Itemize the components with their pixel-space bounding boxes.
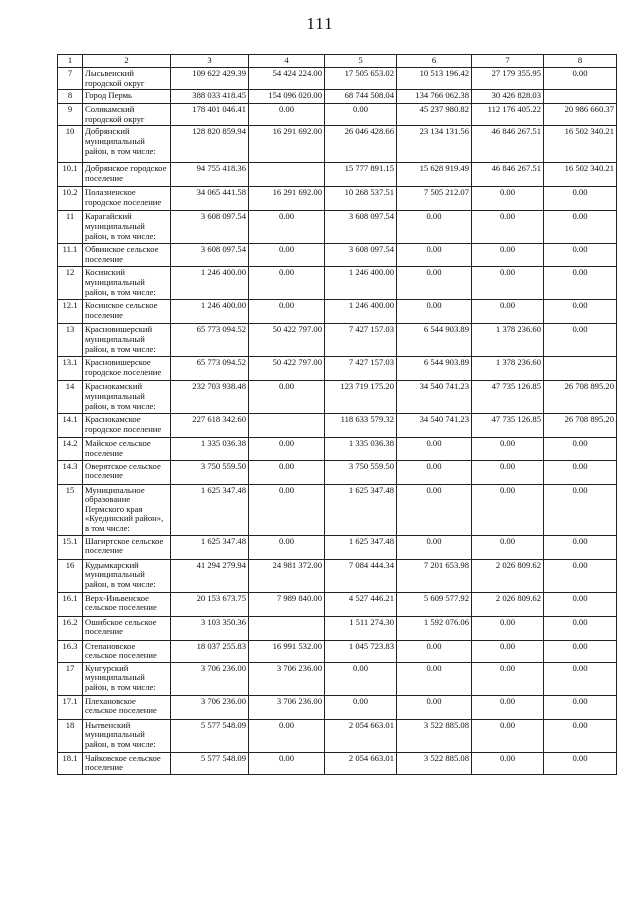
municipality-name: Красновишерский муниципальный район, в том числе: xyxy=(83,324,171,357)
table-row xyxy=(58,90,617,104)
col-8-value: 0.00 xyxy=(544,211,617,244)
col-6-value: 3 522 885.08 xyxy=(397,719,472,752)
header-row xyxy=(58,55,617,68)
row-number: 14.3 xyxy=(58,460,83,484)
row-number: 13.1 xyxy=(58,357,83,381)
col-8-value: 20 986 660.37 xyxy=(544,104,617,126)
col-3-value: 5 577 548.09 xyxy=(171,719,249,752)
col-4-value: 0.00 xyxy=(249,438,325,460)
col-7-value: 0.00 xyxy=(472,695,544,719)
col-8-value: 0.00 xyxy=(544,267,617,300)
col-4-value: 0.00 xyxy=(249,104,325,126)
col-5-value: 3 608 097.54 xyxy=(325,211,397,244)
row-number: 10 xyxy=(58,126,83,163)
municipality-name: Ошибское сельское поселение xyxy=(83,616,171,640)
col-3-value: 3 608 097.54 xyxy=(171,244,249,267)
col-4-value: 50 422 797.00 xyxy=(249,324,325,357)
col-3-value: 3 706 236.00 xyxy=(171,695,249,719)
municipality-name: Шагиртское сельское поселение xyxy=(83,535,171,559)
municipality-name: Косинское сельское поселение xyxy=(83,300,171,324)
municipality-name: Чайковское сельское поселение xyxy=(83,752,171,774)
municipality-name: Краснокамское городское поселение xyxy=(83,414,171,438)
col-7-value: 0.00 xyxy=(472,244,544,267)
col-3-value: 20 153 673.75 xyxy=(171,592,249,616)
row-number: 14.1 xyxy=(58,414,83,438)
row-number: 12.1 xyxy=(58,300,83,324)
col-4-value: 0.00 xyxy=(249,300,325,324)
col-5-value: 10 268 537.51 xyxy=(325,187,397,211)
col-3-value: 109 622 429.39 xyxy=(171,68,249,90)
col-6-value: 0.00 xyxy=(397,640,472,662)
col-8-value: 0.00 xyxy=(544,559,617,592)
municipality-name: Кудымкарский муниципальный район, в том числе: xyxy=(83,559,171,592)
col-3-value: 1 625 347.48 xyxy=(171,484,249,535)
col-6-value: 0.00 xyxy=(397,695,472,719)
col-5-value: 7 427 157.03 xyxy=(325,357,397,381)
col-3-value: 3 750 559.50 xyxy=(171,460,249,484)
row-number: 18 xyxy=(58,719,83,752)
col-6-value: 6 544 903.89 xyxy=(397,324,472,357)
col-8-value: 26 708 895.20 xyxy=(544,381,617,414)
table-row xyxy=(58,126,617,163)
table-row xyxy=(58,357,617,381)
col-7-value: 2 026 809.62 xyxy=(472,559,544,592)
col-3-value: 128 820 859.94 xyxy=(171,126,249,163)
col-3-value: 232 703 938.48 xyxy=(171,381,249,414)
col-4-value: 54 424 224.00 xyxy=(249,68,325,90)
col-4-value: 0.00 xyxy=(249,244,325,267)
col-7-value: 0.00 xyxy=(472,211,544,244)
col-7-value: 30 426 828.03 xyxy=(472,90,544,104)
col-5-value: 26 046 428.66 xyxy=(325,126,397,163)
col-8-value xyxy=(544,90,617,104)
row-number: 16.3 xyxy=(58,640,83,662)
table-row xyxy=(58,695,617,719)
col-5-value: 118 633 579.32 xyxy=(325,414,397,438)
col-3-value: 5 577 548.09 xyxy=(171,752,249,774)
municipality-name: Обвинское сельское поселение xyxy=(83,244,171,267)
col-4-value xyxy=(249,163,325,187)
col-5-value: 2 054 663.01 xyxy=(325,719,397,752)
col-7-value: 1 378 236.60 xyxy=(472,357,544,381)
col-4-value: 7 989 840.00 xyxy=(249,592,325,616)
col-5-value: 1 625 347.48 xyxy=(325,535,397,559)
header-col-7: 7 xyxy=(472,55,544,68)
row-number: 7 xyxy=(58,68,83,90)
col-7-value: 46 846 267.51 xyxy=(472,126,544,163)
col-6-value: 34 540 741.23 xyxy=(397,381,472,414)
municipality-name: Полазненское городское поселение xyxy=(83,187,171,211)
header-col-6: 6 xyxy=(397,55,472,68)
col-8-value: 16 502 340.21 xyxy=(544,126,617,163)
col-3-value: 18 037 255.83 xyxy=(171,640,249,662)
table-row xyxy=(58,267,617,300)
col-7-value: 0.00 xyxy=(472,300,544,324)
col-8-value: 0.00 xyxy=(544,719,617,752)
col-6-value: 6 544 903.89 xyxy=(397,357,472,381)
municipality-name: Майское сельское поселение xyxy=(83,438,171,460)
col-6-value: 7 201 653.98 xyxy=(397,559,472,592)
row-number: 12 xyxy=(58,267,83,300)
col-3-value: 65 773 094.52 xyxy=(171,324,249,357)
col-4-value: 0.00 xyxy=(249,267,325,300)
table-row xyxy=(58,163,617,187)
col-3-value: 94 755 418.36 xyxy=(171,163,249,187)
col-4-value: 0.00 xyxy=(249,211,325,244)
row-number: 11.1 xyxy=(58,244,83,267)
col-3-value: 3 608 097.54 xyxy=(171,211,249,244)
table-row xyxy=(58,300,617,324)
table-row xyxy=(58,324,617,357)
municipality-name: Степановское сельское поселение xyxy=(83,640,171,662)
col-5-value: 1 625 347.48 xyxy=(325,484,397,535)
col-6-value: 0.00 xyxy=(397,484,472,535)
col-5-value: 4 527 446.21 xyxy=(325,592,397,616)
col-8-value: 0.00 xyxy=(544,616,617,640)
col-7-value: 0.00 xyxy=(472,616,544,640)
table-row xyxy=(58,68,617,90)
col-8-value: 0.00 xyxy=(544,244,617,267)
col-6-value: 0.00 xyxy=(397,460,472,484)
col-4-value: 16 291 692.00 xyxy=(249,187,325,211)
col-8-value: 0.00 xyxy=(544,695,617,719)
col-3-value: 1 246 400.00 xyxy=(171,300,249,324)
col-4-value: 3 706 236.00 xyxy=(249,695,325,719)
col-4-value: 0.00 xyxy=(249,381,325,414)
table-row xyxy=(58,484,617,535)
col-6-value: 15 628 919.49 xyxy=(397,163,472,187)
col-8-value: 0.00 xyxy=(544,535,617,559)
row-number: 18.1 xyxy=(58,752,83,774)
municipality-name: Косинский муниципальный район, в том числе: xyxy=(83,267,171,300)
row-number: 17.1 xyxy=(58,695,83,719)
col-5-value: 1 246 400.00 xyxy=(325,267,397,300)
col-6-value: 0.00 xyxy=(397,244,472,267)
col-6-value: 1 592 076.06 xyxy=(397,616,472,640)
table-row xyxy=(58,592,617,616)
col-6-value: 3 522 885.08 xyxy=(397,752,472,774)
municipality-name: Город Пермь xyxy=(83,90,171,104)
table-row xyxy=(58,438,617,460)
col-7-value: 0.00 xyxy=(472,438,544,460)
col-3-value: 34 065 441.58 xyxy=(171,187,249,211)
row-number: 10.2 xyxy=(58,187,83,211)
table-row xyxy=(58,752,617,774)
col-3-value: 178 401 046.41 xyxy=(171,104,249,126)
col-8-value: 26 708 895.20 xyxy=(544,414,617,438)
col-6-value: 134 766 062.38 xyxy=(397,90,472,104)
col-4-value xyxy=(249,616,325,640)
col-3-value: 3 103 350.36 xyxy=(171,616,249,640)
col-7-value: 0.00 xyxy=(472,752,544,774)
table-row xyxy=(58,662,617,695)
municipality-name: Плехановское сельское поселение xyxy=(83,695,171,719)
col-8-value xyxy=(544,357,617,381)
col-7-value: 0.00 xyxy=(472,460,544,484)
col-6-value: 5 609 577.92 xyxy=(397,592,472,616)
col-4-value: 16 291 692.00 xyxy=(249,126,325,163)
col-4-value: 154 096 020.00 xyxy=(249,90,325,104)
col-3-value: 1 246 400.00 xyxy=(171,267,249,300)
row-number: 9 xyxy=(58,104,83,126)
col-5-value: 123 719 175.20 xyxy=(325,381,397,414)
col-3-value: 388 033 418.45 xyxy=(171,90,249,104)
col-8-value: 0.00 xyxy=(544,460,617,484)
table-body xyxy=(58,68,617,775)
col-5-value: 1 246 400.00 xyxy=(325,300,397,324)
municipality-name: Добрянский муниципальный район, в том числе: xyxy=(83,126,171,163)
col-7-value: 0.00 xyxy=(472,662,544,695)
col-8-value: 16 502 340.21 xyxy=(544,163,617,187)
page-number: 111 xyxy=(306,14,334,33)
municipality-name: Оверятское сельское поселение xyxy=(83,460,171,484)
col-5-value: 1 511 274.30 xyxy=(325,616,397,640)
row-number: 16.1 xyxy=(58,592,83,616)
row-number: 13 xyxy=(58,324,83,357)
municipality-name: Нытвенский муниципальный район, в том числе: xyxy=(83,719,171,752)
table-row xyxy=(58,244,617,267)
col-4-value: 0.00 xyxy=(249,752,325,774)
col-6-value: 45 237 980.82 xyxy=(397,104,472,126)
municipality-name: Верх-Иньвенское сельское поселение xyxy=(83,592,171,616)
col-5-value: 7 427 157.03 xyxy=(325,324,397,357)
col-4-value: 3 706 236.00 xyxy=(249,662,325,695)
col-8-value: 0.00 xyxy=(544,484,617,535)
row-number: 15.1 xyxy=(58,535,83,559)
municipality-name: Соликамский городской округ xyxy=(83,104,171,126)
col-3-value: 65 773 094.52 xyxy=(171,357,249,381)
col-7-value: 0.00 xyxy=(472,267,544,300)
col-3-value: 41 294 279.94 xyxy=(171,559,249,592)
budget-table xyxy=(57,54,617,775)
col-3-value: 3 706 236.00 xyxy=(171,662,249,695)
col-4-value: 50 422 797.00 xyxy=(249,357,325,381)
col-6-value: 0.00 xyxy=(397,662,472,695)
col-5-value: 3 750 559.50 xyxy=(325,460,397,484)
col-3-value: 1 625 347.48 xyxy=(171,535,249,559)
col-6-value: 7 505 212.07 xyxy=(397,187,472,211)
row-number: 16.2 xyxy=(58,616,83,640)
col-7-value: 47 735 126.85 xyxy=(472,381,544,414)
col-6-value: 10 513 196.42 xyxy=(397,68,472,90)
col-5-value: 3 608 097.54 xyxy=(325,244,397,267)
col-4-value: 16 991 532.00 xyxy=(249,640,325,662)
col-6-value: 0.00 xyxy=(397,300,472,324)
col-7-value: 0.00 xyxy=(472,719,544,752)
col-8-value: 0.00 xyxy=(544,662,617,695)
col-6-value: 0.00 xyxy=(397,438,472,460)
col-7-value: 1 378 236.60 xyxy=(472,324,544,357)
col-7-value: 2 026 809.62 xyxy=(472,592,544,616)
municipality-name: Кунгурский муниципальный район, в том числе: xyxy=(83,662,171,695)
municipality-name: Лысьвенский городской округ xyxy=(83,68,171,90)
col-5-value: 1 335 036.38 xyxy=(325,438,397,460)
col-8-value: 0.00 xyxy=(544,438,617,460)
table-row xyxy=(58,719,617,752)
col-5-value: 2 054 663.01 xyxy=(325,752,397,774)
row-number: 15 xyxy=(58,484,83,535)
table-row xyxy=(58,414,617,438)
col-8-value: 0.00 xyxy=(544,640,617,662)
col-7-value: 47 735 126.85 xyxy=(472,414,544,438)
row-number: 16 xyxy=(58,559,83,592)
table-row xyxy=(58,616,617,640)
table-row xyxy=(58,640,617,662)
col-8-value: 0.00 xyxy=(544,300,617,324)
col-5-value: 17 505 653.02 xyxy=(325,68,397,90)
col-3-value: 1 335 036.38 xyxy=(171,438,249,460)
col-7-value: 27 179 355.95 xyxy=(472,68,544,90)
col-8-value: 0.00 xyxy=(544,752,617,774)
col-6-value: 0.00 xyxy=(397,211,472,244)
col-7-value: 0.00 xyxy=(472,187,544,211)
col-7-value: 0.00 xyxy=(472,535,544,559)
col-8-value: 0.00 xyxy=(544,592,617,616)
table-row xyxy=(58,559,617,592)
municipality-name: Добрянское городское поселение xyxy=(83,163,171,187)
col-8-value: 0.00 xyxy=(544,68,617,90)
col-7-value: 0.00 xyxy=(472,640,544,662)
col-5-value: 7 084 444.34 xyxy=(325,559,397,592)
col-8-value: 0.00 xyxy=(544,324,617,357)
col-6-value: 34 540 741.23 xyxy=(397,414,472,438)
col-4-value xyxy=(249,414,325,438)
header-col-8: 8 xyxy=(544,55,617,68)
col-8-value: 0.00 xyxy=(544,187,617,211)
col-6-value: 0.00 xyxy=(397,267,472,300)
row-number: 10.1 xyxy=(58,163,83,187)
col-5-value: 0.00 xyxy=(325,662,397,695)
col-5-value: 0.00 xyxy=(325,695,397,719)
col-7-value: 112 176 405.22 xyxy=(472,104,544,126)
col-5-value: 0.00 xyxy=(325,104,397,126)
row-number: 11 xyxy=(58,211,83,244)
table-row xyxy=(58,187,617,211)
col-3-value: 227 618 342.60 xyxy=(171,414,249,438)
municipality-name: Карагайский муниципальный район, в том числе: xyxy=(83,211,171,244)
table-row xyxy=(58,381,617,414)
header-col-1: 1 xyxy=(58,55,83,68)
table-row xyxy=(58,460,617,484)
header-col-4: 4 xyxy=(249,55,325,68)
col-7-value: 0.00 xyxy=(472,484,544,535)
header-col-3: 3 xyxy=(171,55,249,68)
col-4-value: 0.00 xyxy=(249,460,325,484)
col-4-value: 0.00 xyxy=(249,484,325,535)
table-row xyxy=(58,104,617,126)
table-row xyxy=(58,211,617,244)
row-number: 8 xyxy=(58,90,83,104)
table-row xyxy=(58,535,617,559)
municipality-name: Муниципальное образование Пермского края «Куединский район», в том числе: xyxy=(83,484,171,535)
table-header xyxy=(58,55,617,68)
header-col-5: 5 xyxy=(325,55,397,68)
col-5-value: 1 045 723.83 xyxy=(325,640,397,662)
col-6-value: 0.00 xyxy=(397,535,472,559)
municipality-name: Краснокамский муниципальный район, в том числе: xyxy=(83,381,171,414)
col-4-value: 0.00 xyxy=(249,535,325,559)
municipality-name: Красновишерское городское поселение xyxy=(83,357,171,381)
col-5-value: 68 744 508.04 xyxy=(325,90,397,104)
row-number: 17 xyxy=(58,662,83,695)
row-number: 14 xyxy=(58,381,83,414)
row-number: 14.2 xyxy=(58,438,83,460)
col-5-value: 15 777 891.15 xyxy=(325,163,397,187)
col-6-value: 23 134 131.56 xyxy=(397,126,472,163)
col-4-value: 0.00 xyxy=(249,719,325,752)
col-4-value: 24 981 372.00 xyxy=(249,559,325,592)
col-7-value: 46 846 267.51 xyxy=(472,163,544,187)
header-col-2: 2 xyxy=(83,55,171,68)
